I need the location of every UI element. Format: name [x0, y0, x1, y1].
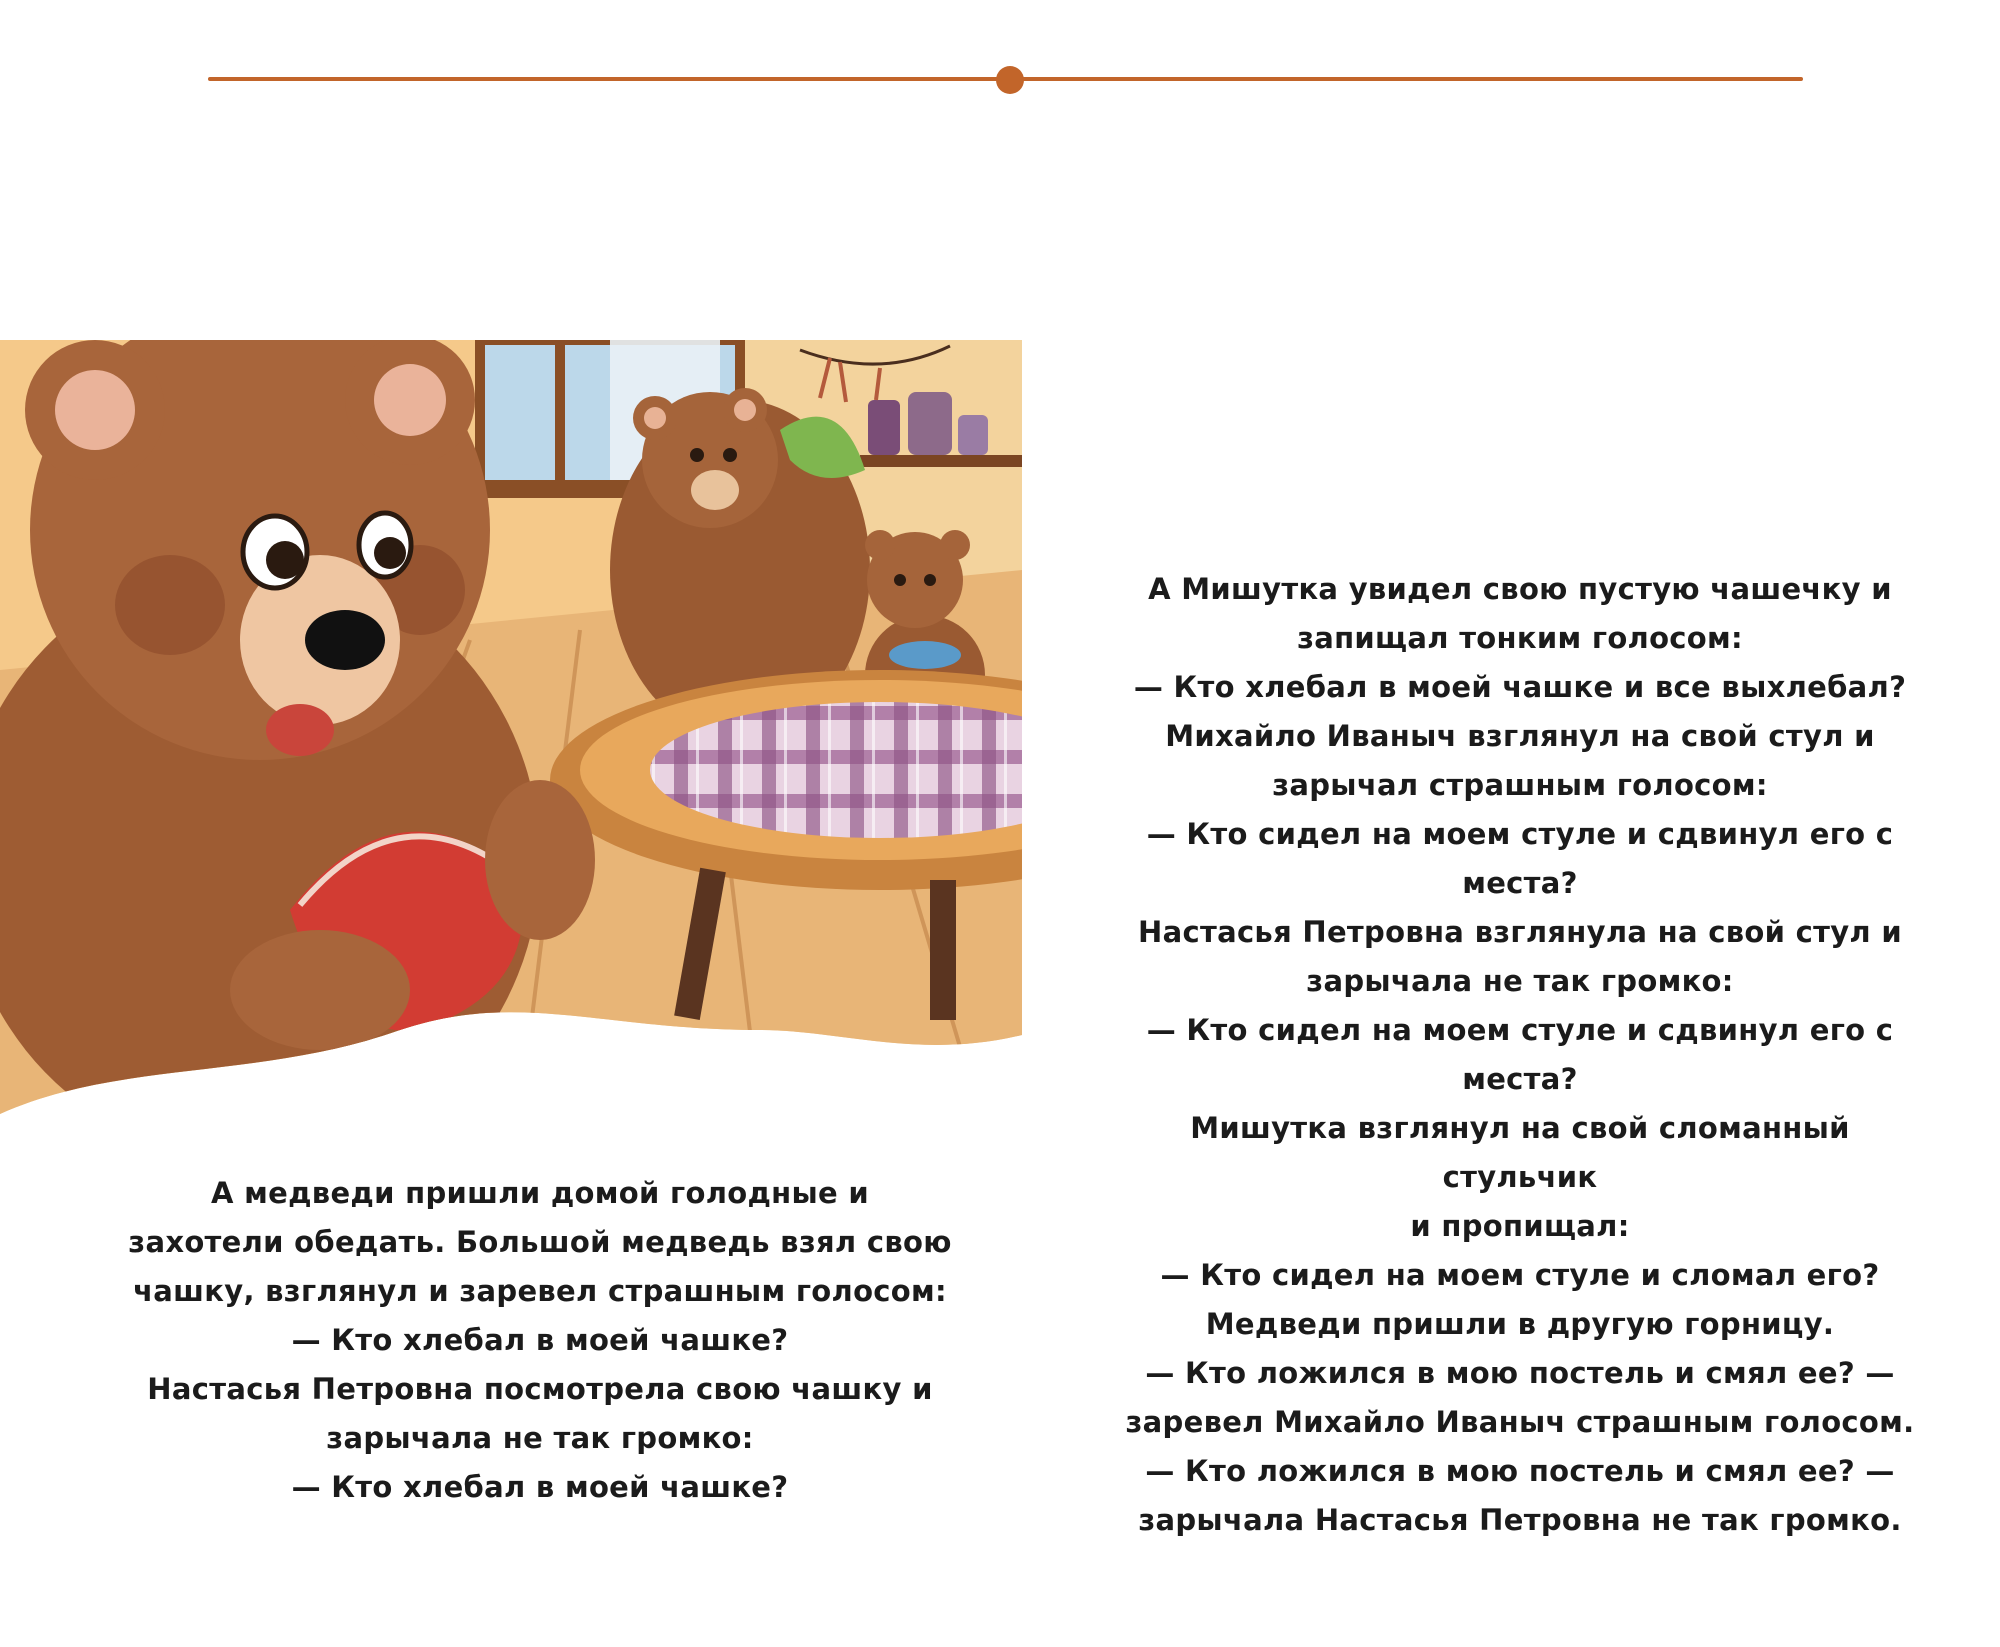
story-line: Настасья Петровна посмотрела свою чашку и [147, 1372, 933, 1406]
story-line: зарычал страшным голосом: [1272, 768, 1768, 802]
story-line: — Кто хлебал в моей чашке? [291, 1470, 789, 1504]
story-line: — Кто сидел на моем стуле и сдвинул его с [1146, 817, 1894, 851]
story-line: запищал тонким голосом: [1297, 621, 1743, 655]
story-line: зарычала не так громко: [1306, 964, 1734, 998]
story-line: — Кто сидел на моем стуле и сдвинул его с [1146, 1013, 1894, 1047]
story-line: Михайло Иваныч взглянул на свой стул и [1165, 719, 1875, 753]
story-line: захотели обедать. Большой медведь взял свою [128, 1225, 952, 1259]
story-line: Мишутка взглянул на свой сломанный стульчик [1190, 1111, 1850, 1194]
story-line: — Кто хлебал в моей чашке и все выхлебал? [1133, 670, 1907, 704]
story-line: — Кто хлебал в моей чашке? [291, 1323, 789, 1357]
bears-illustration [0, 340, 1022, 1114]
story-line: Медведи пришли в другую горницу. [1205, 1307, 1835, 1341]
story-line: А Мишутка увидел свою пустую чашечку и [1148, 572, 1892, 606]
story-line: чашку, взглянул и заревел страшным голосом: [133, 1274, 947, 1308]
top-divider-dot [996, 66, 1024, 94]
story-line: — Кто ложился в мою постель и смял ее? — [1145, 1356, 1895, 1390]
story-line: — Кто сидел на моем стуле и сломал его? [1160, 1258, 1880, 1292]
story-line: зарычала Настасья Петровна не так громко. [1138, 1503, 1902, 1537]
story-line: — Кто ложился в мою постель и смял ее? — [1145, 1454, 1895, 1488]
story-text-right [1120, 565, 1920, 1545]
story-line: А медведи пришли домой голодные и [210, 1176, 870, 1210]
story-text-left [100, 1169, 980, 1512]
story-line: заревел Михайло Иваныч страшным голосом. [1125, 1405, 1915, 1439]
story-line: места? [1462, 866, 1578, 900]
story-line: Настасья Петровна взглянула на свой стул и [1138, 915, 1902, 949]
story-line: места? [1462, 1062, 1578, 1096]
story-line: зарычала не так громко: [326, 1421, 754, 1455]
story-line: и пропищал: [1410, 1209, 1630, 1243]
